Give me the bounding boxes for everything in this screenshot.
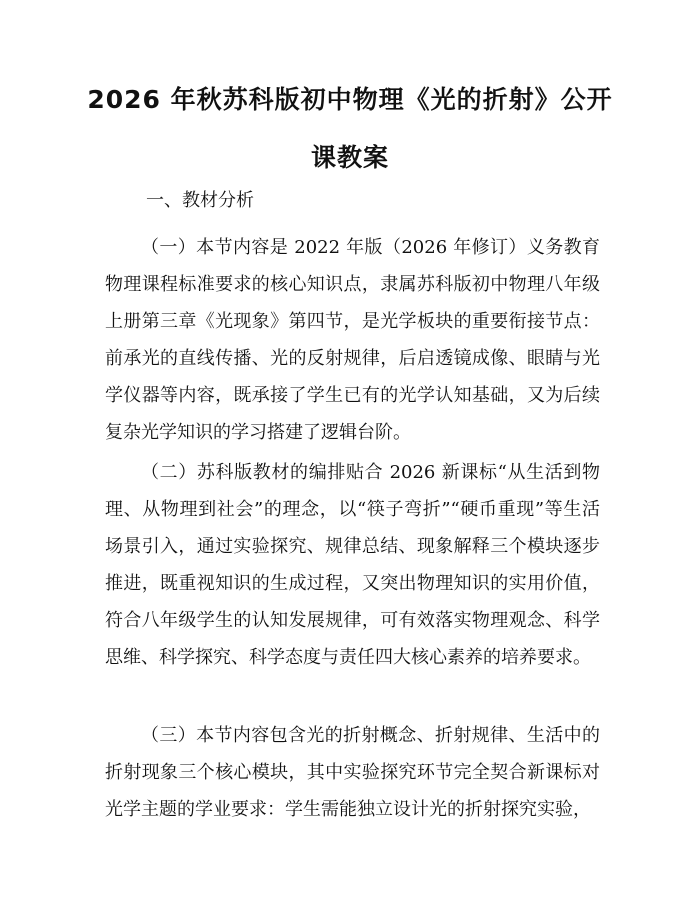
paragraph-2: （二）苏科版教材的编排贴合 2026 新课标“从生活到物理、从物理到社会”的理念，以“筷子弯折”“硬币重现”等生活场景引入，通过实验探究、规律总结、现象解释三个模块逐步推进，既重视知识的生成过程，又突出物理知识的实用价值，符合八年级学生的认知发展规律，可有效落实物理观念、科学思维、科学探究、科学态度与责任四大核心素养的培养要求。 [105,462,600,668]
document-title-line-2: 课教案 [310,143,389,172]
section-heading: 一、教材分析 [146,190,254,211]
document-title-line-1: 2026 年秋苏科版初中物理《光的折射》公开 [87,85,613,114]
paragraph-3: （三）本节内容包含光的折射概念、折射规律、生活中的折射现象三个核心模块，其中实验探究环节完全契合新课标对光学主题的学业要求：学生需能独立设计光的折射探究实验， [105,725,600,820]
paragraph-1: （一）本节内容是 2022 年版（2026 年修订）义务教育物理课程标准要求的核心知识点，隶属苏科版初中物理八年级上册第三章《光现象》第四节，是光学板块的重要衔接节点：前承光的直线传播、光的反射规律，后启透镜成像、眼睛与光学仪器等内容，既承接了学生已有的光学认知基础，又为后续复杂光学知识的学习搭建了逻辑台阶。 [105,237,600,443]
